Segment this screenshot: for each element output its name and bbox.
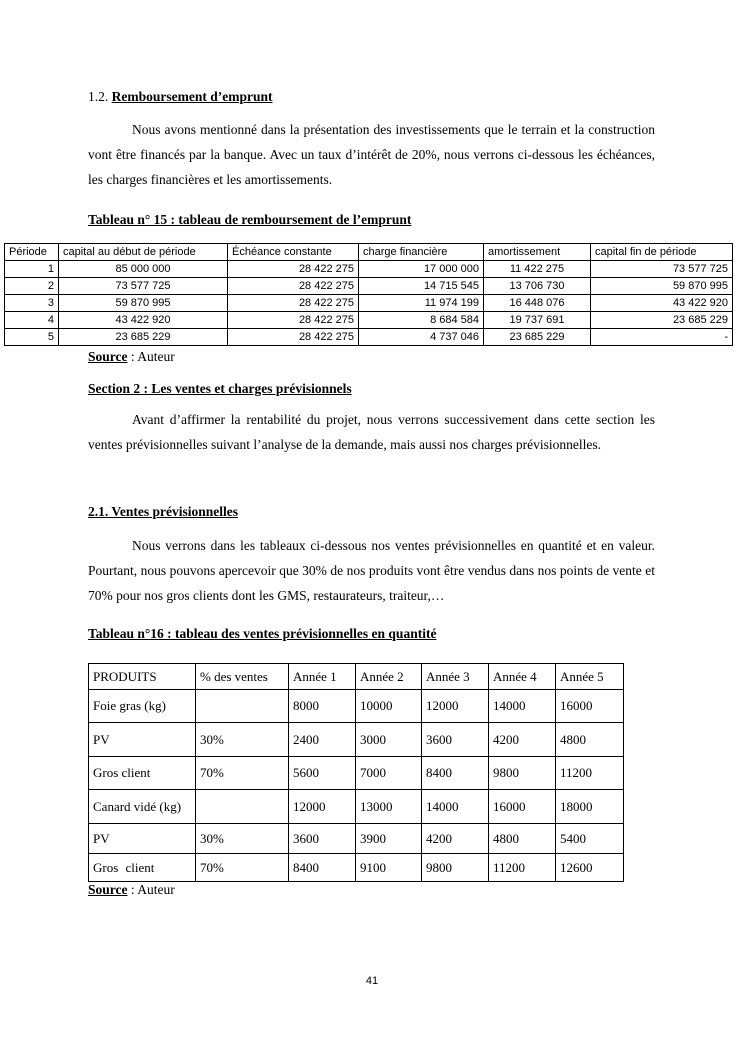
table-row xyxy=(5,295,733,312)
cell-echeance: 28 422 275 xyxy=(228,295,359,312)
cell-charge: 8 684 584 xyxy=(359,312,484,329)
header-cell: Année 1 xyxy=(289,664,356,690)
cell-annee-4: 11200 xyxy=(489,854,556,882)
paragraph-text: Nous avons mentionné dans la présentation des investissements que le terrain et la construction vont être financés par la banque. Avec un taux d’intérêt de 20%, nous verrons ci-dessous les échéances, les charges financières et les amortissements. xyxy=(88,122,655,187)
header-cell: capital fin de période xyxy=(591,244,733,261)
cell-annee-5: 18000 xyxy=(556,790,624,824)
header-cell: PRODUITS xyxy=(89,664,196,690)
cell-annee-2: 3000 xyxy=(356,723,422,757)
cell-periode: 3 xyxy=(5,295,59,312)
cell-pct xyxy=(196,790,289,824)
cell-periode: 5 xyxy=(5,329,59,346)
cell-produit: Canard vidé (kg) xyxy=(89,790,196,824)
cell-annee-3: 12000 xyxy=(422,690,489,723)
section-title: Remboursement d’emprunt xyxy=(111,89,273,104)
cell-annee-4: 4800 xyxy=(489,824,556,854)
header-cell: Année 3 xyxy=(422,664,489,690)
table-row xyxy=(89,757,624,790)
source-label: Source xyxy=(88,349,128,364)
cell-annee-2: 7000 xyxy=(356,757,422,790)
cell-annee-4: 14000 xyxy=(489,690,556,723)
cell-charge: 4 737 046 xyxy=(359,329,484,346)
cell-echeance: 28 422 275 xyxy=(228,261,359,278)
section-number: 1.2. xyxy=(88,89,112,104)
cell-produit: Gros client xyxy=(89,854,196,882)
cell-charge: 17 000 000 xyxy=(359,261,484,278)
table-row xyxy=(89,723,624,757)
table-remboursement-emprunt xyxy=(4,243,733,346)
cell-annee-3: 14000 xyxy=(422,790,489,824)
cell-capital-fin: 73 577 725 xyxy=(591,261,733,278)
cell-periode: 1 xyxy=(5,261,59,278)
cell-annee-5: 4800 xyxy=(556,723,624,757)
header-cell: Échéance constante xyxy=(228,244,359,261)
cell-capital-fin: - xyxy=(591,329,733,346)
header-cell: Année 4 xyxy=(489,664,556,690)
paragraph-remboursement xyxy=(88,117,655,192)
cell-annee-3: 9800 xyxy=(422,854,489,882)
table-15-source xyxy=(88,349,175,365)
cell-amortissement: 13 706 730 xyxy=(484,278,591,295)
cell-pct: 70% xyxy=(196,757,289,790)
table-row xyxy=(89,824,624,854)
table-ventes-previsionnelles-quantite xyxy=(88,663,624,882)
table-header-row xyxy=(89,664,624,690)
header-cell: capital au début de période xyxy=(59,244,228,261)
cell-amortissement: 11 422 275 xyxy=(484,261,591,278)
cell-echeance: 28 422 275 xyxy=(228,312,359,329)
table-row xyxy=(89,790,624,824)
cell-annee-2: 13000 xyxy=(356,790,422,824)
header-cell: Période xyxy=(5,244,59,261)
table-row xyxy=(5,261,733,278)
cell-amortissement: 23 685 229 xyxy=(484,329,591,346)
cell-annee-4: 4200 xyxy=(489,723,556,757)
cell-capital-debut: 43 422 920 xyxy=(59,312,228,329)
cell-pct: 30% xyxy=(196,723,289,757)
cell-echeance: 28 422 275 xyxy=(228,278,359,295)
source-value: : Auteur xyxy=(127,349,175,364)
source-value: : Auteur xyxy=(127,882,175,897)
cell-annee-1: 8400 xyxy=(289,854,356,882)
cell-capital-debut: 59 870 995 xyxy=(59,295,228,312)
cell-pct xyxy=(196,690,289,723)
table-16-source xyxy=(88,882,175,898)
cell-echeance: 28 422 275 xyxy=(228,329,359,346)
cell-produit: PV xyxy=(89,824,196,854)
section-2-heading: Section 2 : Les ventes et charges prévisionnels xyxy=(88,381,352,396)
table-header-row xyxy=(5,244,733,261)
cell-capital-fin: 59 870 995 xyxy=(591,278,733,295)
cell-produit: Foie gras (kg) xyxy=(89,690,196,723)
cell-charge: 11 974 199 xyxy=(359,295,484,312)
cell-annee-5: 16000 xyxy=(556,690,624,723)
header-cell: charge financière xyxy=(359,244,484,261)
table-row xyxy=(89,854,624,882)
source-label: Source xyxy=(88,882,128,897)
cell-capital-fin: 23 685 229 xyxy=(591,312,733,329)
table-15-caption: Tableau n° 15 : tableau de remboursement de l’emprunt xyxy=(88,212,412,227)
cell-capital-fin: 43 422 920 xyxy=(591,295,733,312)
paragraph-section-2 xyxy=(88,407,655,457)
cell-annee-3: 8400 xyxy=(422,757,489,790)
header-cell: Année 5 xyxy=(556,664,624,690)
header-cell: % des ventes xyxy=(196,664,289,690)
cell-annee-1: 12000 xyxy=(289,790,356,824)
cell-annee-1: 5600 xyxy=(289,757,356,790)
cell-annee-2: 10000 xyxy=(356,690,422,723)
cell-produit: Gros client xyxy=(89,757,196,790)
table-16-caption: Tableau n°16 : tableau des ventes prévisionnelles en quantité xyxy=(88,626,437,641)
table-row xyxy=(5,278,733,295)
cell-capital-debut: 73 577 725 xyxy=(59,278,228,295)
section-heading-1-2 xyxy=(88,89,273,105)
cell-capital-debut: 23 685 229 xyxy=(59,329,228,346)
cell-annee-2: 9100 xyxy=(356,854,422,882)
cell-charge: 14 715 545 xyxy=(359,278,484,295)
cell-annee-4: 16000 xyxy=(489,790,556,824)
paragraph-text: Avant d’affirmer la rentabilité du projet, nous verrons successivement dans cette section les ventes prévisionnelles suivant l’analyse de la demande, mais aussi nos charges prévisionnelles. xyxy=(88,412,655,452)
table-row xyxy=(5,312,733,329)
cell-annee-3: 4200 xyxy=(422,824,489,854)
cell-annee-3: 3600 xyxy=(422,723,489,757)
cell-annee-1: 8000 xyxy=(289,690,356,723)
cell-pct: 30% xyxy=(196,824,289,854)
cell-annee-2: 3900 xyxy=(356,824,422,854)
cell-produit: PV xyxy=(89,723,196,757)
header-cell: Année 2 xyxy=(356,664,422,690)
paragraph-section-2-1 xyxy=(88,533,655,608)
cell-annee-5: 5400 xyxy=(556,824,624,854)
cell-annee-1: 3600 xyxy=(289,824,356,854)
cell-amortissement: 19 737 691 xyxy=(484,312,591,329)
cell-amortissement: 16 448 076 xyxy=(484,295,591,312)
cell-annee-5: 11200 xyxy=(556,757,624,790)
cell-periode: 2 xyxy=(5,278,59,295)
cell-annee-4: 9800 xyxy=(489,757,556,790)
header-cell: amortissement xyxy=(484,244,591,261)
cell-pct: 70% xyxy=(196,854,289,882)
section-2-1-heading: 2.1. Ventes prévisionnelles xyxy=(88,504,239,519)
cell-periode: 4 xyxy=(5,312,59,329)
table-row xyxy=(89,690,624,723)
cell-annee-1: 2400 xyxy=(289,723,356,757)
paragraph-text: Nous verrons dans les tableaux ci-dessous nos ventes prévisionnelles en quantité et en valeur. Pourtant, nous pouvons apercevoir que 30% de nos produits vont être vendus dans nos points de vente et 70% pour nos gros clients dont les GMS, restaurateurs, traiteur,… xyxy=(88,538,655,603)
page-number: 41 xyxy=(365,975,379,987)
cell-annee-5: 12600 xyxy=(556,854,624,882)
cell-capital-debut: 85 000 000 xyxy=(59,261,228,278)
table-row xyxy=(5,329,733,346)
